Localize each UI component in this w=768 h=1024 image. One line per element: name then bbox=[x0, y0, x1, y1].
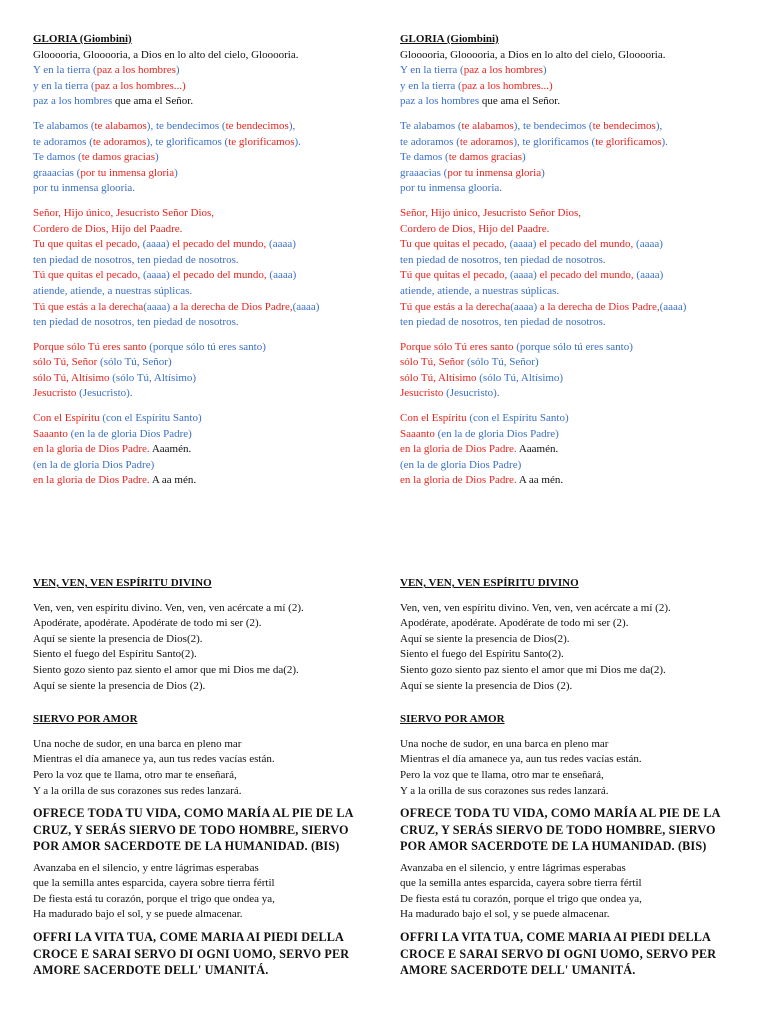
lyric-line: Aquí se siente la presencia de Dios(2). bbox=[400, 632, 570, 645]
stanza-gap bbox=[33, 402, 383, 411]
lyric-line bbox=[400, 315, 750, 331]
chorus-block bbox=[400, 805, 750, 855]
song-column-left bbox=[33, 32, 383, 979]
lyric-segment: te alabamos bbox=[94, 119, 147, 132]
lyric-line bbox=[400, 427, 750, 443]
lyric-line bbox=[33, 458, 383, 474]
gloria-stanza bbox=[400, 119, 750, 197]
lyric-line bbox=[33, 119, 383, 135]
lyric-segment: por tu inmensa glooria. bbox=[400, 182, 503, 195]
lyric-segment: (en la de gloria Dios Padre) bbox=[70, 427, 192, 440]
lyric-segment: (con el Espíritu Santo) bbox=[102, 412, 202, 425]
stanza-gap bbox=[400, 402, 750, 411]
lyric-line bbox=[33, 371, 383, 387]
chorus-line: POR AMOR SACERDOTE DE LA HUMANIDAD. (BIS) bbox=[400, 839, 707, 854]
lyric-line bbox=[400, 386, 750, 402]
lyric-line bbox=[400, 411, 750, 427]
lyric-segment: Tu que quitas el pecado, bbox=[33, 238, 143, 251]
lyric-line: De fiesta está tu corazón, porque el trigo que ondea ya, bbox=[400, 892, 642, 905]
lyric-line bbox=[400, 473, 750, 489]
lyric-segment: te adoramos bbox=[92, 135, 147, 148]
chorus-line: OFRECE TODA TU VIDA, COMO MARÍA AL PIE DE LA bbox=[400, 806, 721, 821]
lyric-line bbox=[33, 135, 383, 151]
chorus-block-italian bbox=[400, 929, 750, 979]
lyric-line bbox=[33, 442, 383, 458]
lyric-segment: Te damos ( bbox=[400, 151, 449, 164]
lyric-segment: A aa mén. bbox=[516, 474, 564, 487]
lyric-segment: (en la de gloria Dios Padre) bbox=[437, 427, 559, 440]
lyric-segment: ), te glorificamos ( bbox=[513, 135, 596, 148]
chorus-line: OFFRI LA VITA TUA, COME MARIA AI PIEDI DELLA bbox=[400, 930, 711, 945]
lyric-line bbox=[400, 355, 750, 371]
lyric-line bbox=[400, 63, 750, 79]
lyric-line bbox=[33, 284, 383, 300]
chorus-line: AMORE SACERDOTE DELL' UMANITÁ. bbox=[400, 963, 636, 978]
lyric-segment: el pecado del mundo, bbox=[536, 238, 637, 251]
title-gap bbox=[33, 728, 383, 737]
lyric-segment: (Jesucristo). bbox=[446, 387, 500, 400]
lyric-segment: te damos gracias bbox=[81, 151, 156, 164]
chorus-block-italian bbox=[33, 929, 383, 979]
lyric-line: Aquí se siente la presencia de Dios (2). bbox=[400, 679, 573, 692]
lyric-segment: (aaaa) bbox=[292, 300, 320, 313]
lyric-segment: sólo Tú, Altísimo bbox=[33, 371, 113, 384]
song-title-ven: VEN, VEN, VEN ESPÍRITU DIVINO bbox=[400, 577, 579, 590]
lyric-segment: ten piedad de nosotros, ten piedad de nosotros. bbox=[400, 316, 606, 329]
lyric-segment: (sólo Tú, Altísimo) bbox=[479, 371, 564, 384]
lyric-segment: Glooooria, Glooooria, a Dios en lo alto del cielo, Glooooria. bbox=[400, 48, 666, 61]
lyric-segment: el pecado del mundo, bbox=[536, 269, 637, 282]
lyric-segment: graaacias ( bbox=[400, 166, 448, 179]
lyric-segment: Señor, Hijo único, Jesucristo Señor Dios, bbox=[400, 206, 582, 219]
lyric-line: Siento el fuego del Espíritu Santo(2). bbox=[33, 648, 197, 661]
lyric-line bbox=[33, 253, 383, 269]
lyric-segment: te bendecimos bbox=[225, 119, 289, 132]
lyric-segment: Te damos ( bbox=[33, 151, 82, 164]
lyric-segment: ) bbox=[541, 166, 545, 179]
gloria-stanza bbox=[400, 340, 750, 402]
lyric-line: Ha madurado bajo el sol, y se puede almacenar. bbox=[400, 908, 610, 921]
lyric-line bbox=[33, 355, 383, 371]
lyric-segment: (aaaa) bbox=[269, 269, 297, 282]
lyric-segment: Aaamén. bbox=[516, 443, 559, 456]
lyric-line bbox=[400, 458, 750, 474]
lyric-segment: ) bbox=[155, 151, 159, 164]
lyric-segment: te bendecimos bbox=[592, 119, 656, 132]
lyric-segment: Glooooria, Glooooria, a Dios en lo alto del cielo, Glooooria. bbox=[33, 48, 299, 61]
lyric-segment: atiende, atiende, a nuestras súplicas. bbox=[33, 284, 193, 297]
lyric-line bbox=[33, 315, 383, 331]
lyric-line bbox=[33, 473, 383, 489]
song-title-gloria: GLORIA (Giombini) bbox=[33, 33, 132, 45]
lyric-line bbox=[400, 79, 750, 95]
lyric-line bbox=[400, 268, 750, 284]
lyric-segment: ten piedad de nosotros, ten piedad de nosotros. bbox=[400, 253, 606, 266]
gloria-stanza bbox=[33, 48, 383, 110]
stanza-gap bbox=[400, 197, 750, 206]
lyric-segment: (en la de gloria Dios Padre) bbox=[400, 458, 522, 471]
lyric-segment: en la gloria de Dios Padre. bbox=[400, 443, 517, 456]
lyric-segment: paz a los hombres...) bbox=[94, 79, 186, 92]
chorus-line: AMORE SACERDOTE DELL' UMANITÁ. bbox=[33, 963, 269, 978]
lyric-line bbox=[400, 206, 750, 222]
chorus-line: POR AMOR SACERDOTE DE LA HUMANIDAD. (BIS) bbox=[33, 839, 340, 854]
lyric-line bbox=[33, 181, 383, 197]
lyric-line: Pero la voz que te llama, otro mar te enseñará, bbox=[33, 768, 237, 781]
lyric-line: Siento el fuego del Espíritu Santo(2). bbox=[400, 648, 564, 661]
lyric-segment: paz a los hombres bbox=[463, 64, 543, 77]
lyric-segment: ) bbox=[522, 151, 526, 164]
gloria-stanza bbox=[400, 206, 750, 331]
lyric-line: Y a la orilla de sus corazones sus redes lanzará. bbox=[33, 784, 242, 797]
lyric-segment: Tú que quitas el pecado, bbox=[400, 269, 510, 282]
lyric-segment: ), te bendecimos ( bbox=[146, 119, 226, 132]
lyric-segment: ), bbox=[655, 119, 663, 132]
lyric-line: Mientras el día amanece ya, aun tus redes vacías están. bbox=[33, 753, 275, 766]
lyric-segment: en la gloria de Dios Padre. bbox=[33, 474, 150, 487]
stanza-gap bbox=[33, 331, 383, 340]
lyric-segment: a la derecha de Dios Padre, bbox=[537, 300, 660, 313]
lyric-line bbox=[33, 79, 383, 95]
lyric-segment: Aaamén. bbox=[149, 443, 192, 456]
lyric-segment: te adoramos bbox=[459, 135, 514, 148]
lyric-line: Y a la orilla de sus corazones sus redes lanzará. bbox=[400, 784, 609, 797]
chorus-block bbox=[33, 805, 383, 855]
lyric-segment: Cordero de Dios, Hijo del Paadre. bbox=[400, 222, 550, 235]
stanza-gap bbox=[400, 110, 750, 119]
chorus-line: CRUZ, Y SERÁS SIERVO DE TODO HOMBRE, SIERVO bbox=[400, 822, 716, 837]
title-gap bbox=[33, 592, 383, 601]
lyric-line: Avanzaba en el silencio, y entre lágrimas esperabas bbox=[33, 861, 259, 874]
lyric-segment: sólo Tú, Altísimo bbox=[400, 371, 480, 384]
lyric-segment: (aaaa) bbox=[269, 238, 296, 251]
lyric-segment: paz a los hombres...) bbox=[461, 79, 553, 92]
lyric-segment: (sólo Tú, Altísimo) bbox=[112, 371, 197, 384]
lyric-segment: Con el Espíritu bbox=[400, 412, 470, 425]
lyric-line: que la semilla antes esparcida, cayera sobre tierra fértil bbox=[33, 877, 275, 890]
lyric-segment: en la gloria de Dios Padre. bbox=[33, 443, 150, 456]
lyric-segment: (con el Espíritu Santo) bbox=[469, 412, 569, 425]
section-gap bbox=[400, 489, 750, 576]
lyric-segment: Saaanto bbox=[33, 427, 71, 440]
lyric-segment: te alabamos bbox=[461, 119, 514, 132]
section-gap bbox=[33, 489, 383, 576]
lyric-segment: te adoramos ( bbox=[33, 135, 93, 148]
lyric-segment: te damos gracias bbox=[448, 151, 523, 164]
lyric-line bbox=[33, 48, 383, 64]
lyric-line bbox=[400, 237, 750, 253]
chorus-line: OFFRI LA VITA TUA, COME MARIA AI PIEDI DELLA bbox=[33, 930, 344, 945]
lyric-line bbox=[400, 253, 750, 269]
lyric-line bbox=[33, 411, 383, 427]
lyric-segment: (porque sólo tú eres santo) bbox=[149, 340, 266, 353]
lyric-line bbox=[33, 268, 383, 284]
song-title-siervo: SIERVO POR AMOR bbox=[400, 713, 505, 726]
lyric-line bbox=[400, 181, 750, 197]
lyric-segment: y en la tierra ( bbox=[33, 79, 95, 92]
lyric-line: De fiesta está tu corazón, porque el trigo que ondea ya, bbox=[33, 892, 275, 905]
lyric-segment: Y en la tierra ( bbox=[400, 64, 464, 77]
lyric-segment: ). bbox=[294, 135, 301, 148]
lyric-segment: Con el Espíritu bbox=[33, 412, 103, 425]
lyric-segment: ) bbox=[175, 64, 180, 77]
song-column-right bbox=[400, 32, 750, 979]
lyric-segment: ), bbox=[288, 119, 296, 132]
lyric-segment: (sólo Tú, Señor) bbox=[467, 356, 539, 369]
lyric-segment: (porque sólo tú eres santo) bbox=[516, 340, 633, 353]
lyric-line bbox=[33, 300, 383, 316]
lyric-segment: ), te glorificamos ( bbox=[146, 135, 229, 148]
lyric-line bbox=[400, 94, 750, 110]
lyric-segment: A aa mén. bbox=[149, 474, 197, 487]
lyric-line bbox=[400, 119, 750, 135]
lyric-line bbox=[33, 427, 383, 443]
lyric-segment: (aaaa) bbox=[142, 269, 170, 282]
title-gap bbox=[400, 728, 750, 737]
lyric-segment: Tú que quitas el pecado, bbox=[33, 269, 143, 282]
chorus-line: OFRECE TODA TU VIDA, COMO MARÍA AL PIE DE LA bbox=[33, 806, 354, 821]
lyric-segment: ). bbox=[661, 135, 668, 148]
lyric-line: Ven, ven, ven espíritu divino. Ven, ven, ven acércate a mí (2). bbox=[400, 601, 671, 614]
gloria-stanza bbox=[400, 411, 750, 489]
lyric-segment: que ama el Señor. bbox=[112, 95, 194, 108]
lyric-line: Una noche de sudor, en una barca en pleno mar bbox=[400, 737, 609, 750]
lyric-line: Siento gozo siento paz siento el amor que mi Dios me da(2). bbox=[400, 664, 666, 676]
lyric-segment: (aaaa) bbox=[509, 238, 537, 251]
chorus-line: CRUZ, Y SERÁS SIERVO DE TODO HOMBRE, SIERVO bbox=[33, 822, 349, 837]
lyric-line bbox=[400, 222, 750, 238]
stanza-gap bbox=[33, 110, 383, 119]
song-title-gloria: GLORIA (Giombini) bbox=[400, 33, 499, 45]
lyric-line bbox=[33, 222, 383, 238]
lyric-segment: por tu inmensa gloria bbox=[447, 166, 542, 179]
lyric-line bbox=[400, 371, 750, 387]
lyric-segment: (Jesucristo). bbox=[79, 387, 133, 400]
lyric-segment: Saaanto bbox=[400, 427, 438, 440]
lyric-line bbox=[33, 386, 383, 402]
lyric-segment: Jesucristo bbox=[400, 387, 447, 400]
lyric-segment: por tu inmensa glooria. bbox=[33, 182, 136, 195]
gloria-stanza bbox=[33, 206, 383, 331]
title-gap bbox=[400, 592, 750, 601]
lyric-line bbox=[400, 135, 750, 151]
section-gap bbox=[400, 694, 750, 706]
lyric-segment: Jesucristo bbox=[33, 387, 80, 400]
lyric-line bbox=[33, 166, 383, 182]
lyric-line: Ven, ven, ven espíritu divino. Ven, ven, ven acércate a mí (2). bbox=[33, 601, 304, 614]
lyric-segment: el pecado del mundo, bbox=[169, 269, 270, 282]
lyric-line bbox=[400, 340, 750, 356]
lyric-segment: Tú que estás a la derecha bbox=[33, 300, 144, 313]
gloria-stanza bbox=[33, 340, 383, 402]
lyric-segment: paz a los hombres bbox=[33, 95, 113, 108]
lyric-segment: el pecado del mundo, bbox=[169, 238, 270, 251]
gloria-stanza bbox=[400, 48, 750, 110]
section-gap bbox=[33, 694, 383, 706]
lyric-line: Mientras el día amanece ya, aun tus redes vacías están. bbox=[400, 753, 642, 766]
lyric-segment: graaacias ( bbox=[33, 166, 81, 179]
lyric-segment: ) bbox=[542, 64, 547, 77]
lyric-segment: ), te bendecimos ( bbox=[513, 119, 593, 132]
lyric-segment: por tu inmensa gloria bbox=[80, 166, 175, 179]
lyric-line bbox=[400, 284, 750, 300]
lyric-line: Apodérate, apodérate. Apodérate de todo mi ser (2). bbox=[33, 617, 262, 630]
lyric-line bbox=[33, 206, 383, 222]
lyric-segment: Señor, Hijo único, Jesucristo Señor Dios, bbox=[33, 206, 215, 219]
lyric-segment: paz a los hombres bbox=[96, 64, 176, 77]
lyric-segment: a la derecha de Dios Padre, bbox=[170, 300, 293, 313]
lyric-line bbox=[400, 48, 750, 64]
lyric-segment: (aaaa) bbox=[636, 238, 663, 251]
lyric-segment: te adoramos ( bbox=[400, 135, 460, 148]
gloria-stanza bbox=[33, 119, 383, 197]
song-title-ven: VEN, VEN, VEN ESPÍRITU DIVINO bbox=[33, 577, 212, 590]
lyric-segment: (aaaa) bbox=[142, 238, 170, 251]
lyric-line bbox=[400, 166, 750, 182]
song-title-siervo: SIERVO POR AMOR bbox=[33, 713, 138, 726]
lyric-segment: y en la tierra ( bbox=[400, 79, 462, 92]
lyric-segment: Tú que estás a la derecha bbox=[400, 300, 511, 313]
lyric-line: Pero la voz que te llama, otro mar te enseñará, bbox=[400, 768, 604, 781]
lyric-segment: ten piedad de nosotros, ten piedad de nosotros. bbox=[33, 253, 239, 266]
lyric-line: Aquí se siente la presencia de Dios (2). bbox=[33, 679, 206, 692]
lyric-segment: sólo Tú, Señor bbox=[400, 356, 468, 369]
lyric-segment: (sólo Tú, Señor) bbox=[100, 356, 172, 369]
lyric-line: Siento gozo siento paz siento el amor que mi Dios me da(2). bbox=[33, 664, 299, 676]
lyric-segment: (aaaa) bbox=[510, 300, 538, 313]
lyric-segment: Te alabamos ( bbox=[33, 119, 95, 132]
lyric-line: que la semilla antes esparcida, cayera sobre tierra fértil bbox=[400, 877, 642, 890]
lyric-segment: (aaaa) bbox=[659, 300, 687, 313]
stanza-gap bbox=[33, 197, 383, 206]
lyric-segment: Y en la tierra ( bbox=[33, 64, 97, 77]
lyric-line: Avanzaba en el silencio, y entre lágrimas esperabas bbox=[400, 861, 626, 874]
lyric-segment: atiende, atiende, a nuestras súplicas. bbox=[400, 284, 560, 297]
gloria-stanza bbox=[33, 411, 383, 489]
lyric-segment: Te alabamos ( bbox=[400, 119, 462, 132]
lyric-line bbox=[33, 63, 383, 79]
lyric-segment: sólo Tú, Señor bbox=[33, 356, 101, 369]
lyric-segment: que ama el Señor. bbox=[479, 95, 561, 108]
lyric-line bbox=[400, 150, 750, 166]
chorus-line: CROCE E SARAI SERVO DI OGNI UOMO, SERVO PER bbox=[400, 946, 717, 961]
lyric-segment: te glorificamos bbox=[228, 135, 295, 148]
lyric-segment: Cordero de Dios, Hijo del Paadre. bbox=[33, 222, 183, 235]
lyric-segment: en la gloria de Dios Padre. bbox=[400, 474, 517, 487]
lyric-segment: (en la de gloria Dios Padre) bbox=[33, 458, 155, 471]
lyric-line: Apodérate, apodérate. Apodérate de todo mi ser (2). bbox=[400, 617, 629, 630]
lyric-segment: ) bbox=[174, 166, 178, 179]
lyric-line: Ha madurado bajo el sol, y se puede almacenar. bbox=[33, 908, 243, 921]
stanza-gap bbox=[400, 331, 750, 340]
lyric-segment: Porque sólo Tú eres santo bbox=[400, 340, 517, 353]
lyric-segment: (aaaa) bbox=[509, 269, 537, 282]
lyric-line bbox=[33, 237, 383, 253]
lyric-line bbox=[400, 442, 750, 458]
lyric-line: Una noche de sudor, en una barca en pleno mar bbox=[33, 737, 242, 750]
lyric-segment: Porque sólo Tú eres santo bbox=[33, 340, 150, 353]
lyric-segment: paz a los hombres bbox=[400, 95, 480, 108]
lyric-segment: Tu que quitas el pecado, bbox=[400, 238, 510, 251]
lyric-segment: (aaaa) bbox=[143, 300, 171, 313]
lyric-line bbox=[33, 150, 383, 166]
lyric-line bbox=[33, 340, 383, 356]
lyric-line: Aquí se siente la presencia de Dios(2). bbox=[33, 632, 203, 645]
lyric-segment: te glorificamos bbox=[595, 135, 662, 148]
lyric-segment: ten piedad de nosotros, ten piedad de nosotros. bbox=[33, 316, 239, 329]
chorus-line: CROCE E SARAI SERVO DI OGNI UOMO, SERVO PER bbox=[33, 946, 350, 961]
lyric-line bbox=[33, 94, 383, 110]
lyric-line bbox=[400, 300, 750, 316]
lyric-segment: (aaaa) bbox=[636, 269, 664, 282]
